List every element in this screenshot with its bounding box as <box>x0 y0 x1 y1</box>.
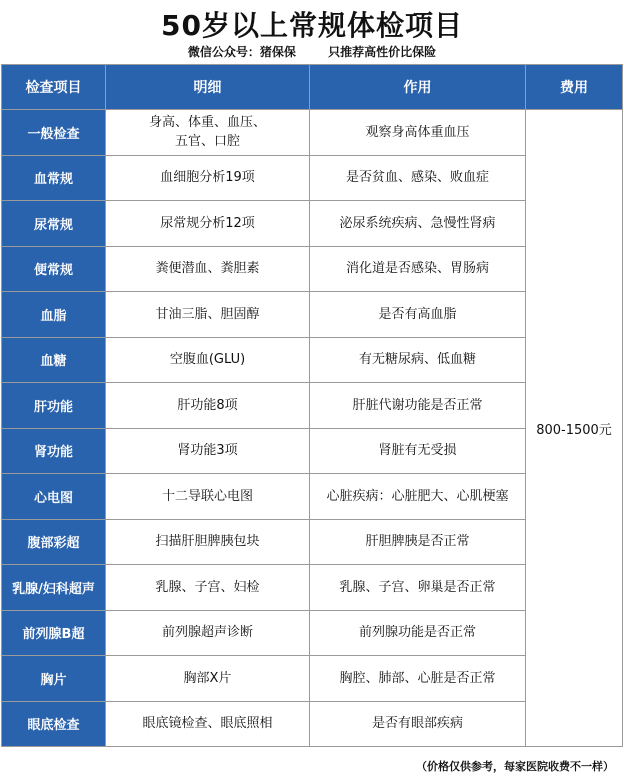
row-detail: 血细胞分析19项 <box>106 155 310 201</box>
row-item: 肾功能 <box>2 428 106 474</box>
row-effect: 消化道是否感染、胃肠病 <box>310 246 526 292</box>
row-effect: 有无糖尿病、低血糖 <box>310 337 526 383</box>
row-effect: 泌尿系统疾病、急慢性肾病 <box>310 201 526 247</box>
row-item: 尿常规 <box>2 201 106 247</box>
row-effect: 是否有眼部疾病 <box>310 701 526 747</box>
row-detail-line: 五官、口腔 <box>174 134 240 150</box>
row-effect: 肾脏有无受损 <box>310 428 526 474</box>
row-detail-line: 身高、体重、血压、 <box>148 115 266 131</box>
row-effect: 乳腺、子宫、卵巢是否正常 <box>310 565 526 611</box>
row-item: 一般检查 <box>2 110 106 156</box>
row-item: 前列腺B超 <box>2 610 106 656</box>
row-item: 胸片 <box>2 656 106 702</box>
row-item: 眼底检查 <box>2 701 106 747</box>
row-detail: 十二导联心电图 <box>106 474 310 520</box>
row-effect: 心脏疾病：心脏肥大、心肌梗塞 <box>310 474 526 520</box>
row-detail: 肝功能8项 <box>106 383 310 429</box>
row-detail: 粪便潜血、粪胆素 <box>106 246 310 292</box>
row-item: 血糖 <box>2 337 106 383</box>
row-effect: 前列腺功能是否正常 <box>310 610 526 656</box>
row-detail <box>106 110 310 156</box>
row-effect: 肝胆脾胰是否正常 <box>310 519 526 565</box>
row-detail: 胸部X片 <box>106 656 310 702</box>
row-item: 腹部彩超 <box>2 519 106 565</box>
wechat-account: 微信公众号：猪保保 <box>187 45 296 59</box>
row-item: 血脂 <box>2 292 106 338</box>
header-effect: 作用 <box>310 65 526 110</box>
row-detail: 眼底镜检查、眼底照相 <box>106 701 310 747</box>
header-item: 检查项目 <box>2 65 106 110</box>
exam-table <box>1 64 623 747</box>
slogan: 只推荐高性价比保险 <box>328 45 437 59</box>
row-detail: 前列腺超声诊断 <box>106 610 310 656</box>
row-detail: 空腹血(GLU) <box>106 337 310 383</box>
row-item: 乳腺/妇科超声 <box>2 565 106 611</box>
header-detail: 明细 <box>106 65 310 110</box>
price-footnote: （价格仅供参考，每家医院收费不一样） <box>416 760 614 773</box>
fee-cell: 800-1500元 <box>526 110 623 747</box>
row-effect: 观察身高体重血压 <box>310 110 526 156</box>
row-detail: 乳腺、子宫、妇检 <box>106 565 310 611</box>
row-item: 血常规 <box>2 155 106 201</box>
row-detail: 尿常规分析12项 <box>106 201 310 247</box>
subtitle <box>0 43 624 60</box>
table-header-row <box>2 65 623 110</box>
row-effect: 胸腔、肺部、心脏是否正常 <box>310 656 526 702</box>
row-item: 便常规 <box>2 246 106 292</box>
row-item: 肝功能 <box>2 383 106 429</box>
header-fee: 费用 <box>526 65 623 110</box>
row-item: 心电图 <box>2 474 106 520</box>
row-effect: 是否贫血、感染、败血症 <box>310 155 526 201</box>
table-row <box>2 110 623 156</box>
row-effect: 肝脏代谢功能是否正常 <box>310 383 526 429</box>
page-title: 50岁以上常规体检项目 <box>161 9 463 42</box>
row-effect: 是否有高血脂 <box>310 292 526 338</box>
row-detail: 扫描肝胆脾胰包块 <box>106 519 310 565</box>
row-detail: 甘油三脂、胆固醇 <box>106 292 310 338</box>
row-detail: 肾功能3项 <box>106 428 310 474</box>
